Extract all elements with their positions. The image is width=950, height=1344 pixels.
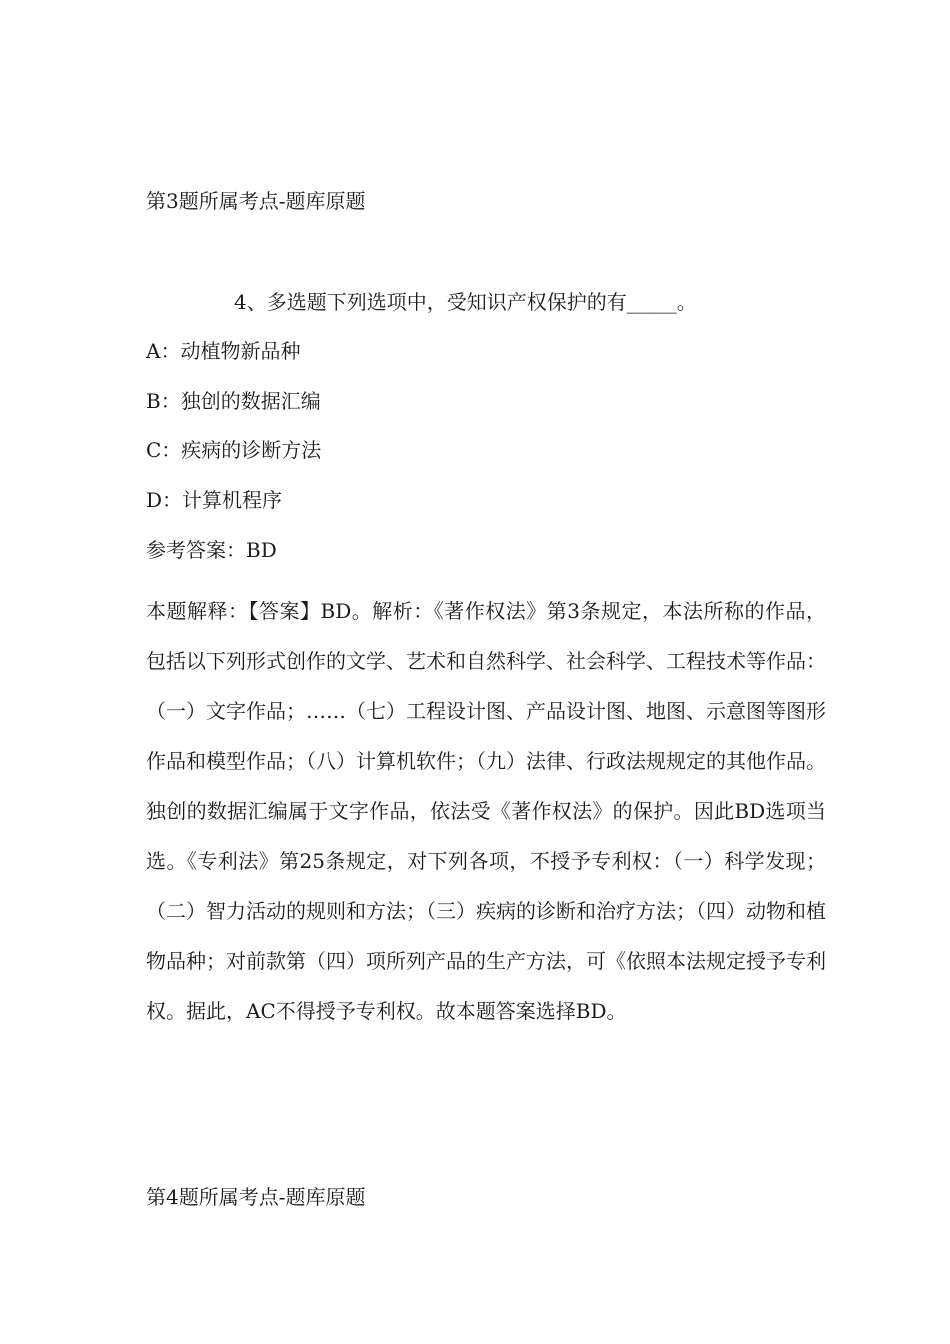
option-c: C：疾病的诊断方法 xyxy=(146,438,322,462)
option-d: D：计算机程序 xyxy=(146,488,283,512)
question-stem: 4、多选题下列选项中，受知识产权保护的有_____。 xyxy=(234,290,697,314)
section-heading-q4: 第4题所属考点-题库原题 xyxy=(146,1185,366,1209)
reference-answer: 参考答案：BD xyxy=(146,538,277,562)
option-b: B：独创的数据汇编 xyxy=(146,389,321,413)
section-heading-q3: 第3题所属考点-题库原题 xyxy=(146,189,366,213)
answer-explanation: 本题解释：【答案】BD。解析：《著作权法》第3条规定，本法所称的作品，包括以下列形式创作的文学、艺术和自然科学、社会科学、工程技术等作品：（一）文字作品；……（七）工程设计图、产品设计图、地图、示意图等图形作品和模型作品；（八）计算机软件；（九）法律、行政法规规定的其他作品。独创的数据汇编属于文字作品，依法受《著作权法》的保护。因此BD选项当选。《专利法》第25条规定，对下列各项，不授予专利权：（一）科学发现；（二）智力活动的规则和方法；（三）疾病的诊断和治疗方法；（四）动物和植物品种；对前款第（四）项所列产品的生产方法，可《依照本法规定授予专利权。据此，AC不得授予专利权。故本题答案选择BD。 xyxy=(146,599,826,1023)
option-a: A：动植物新品种 xyxy=(146,339,301,363)
